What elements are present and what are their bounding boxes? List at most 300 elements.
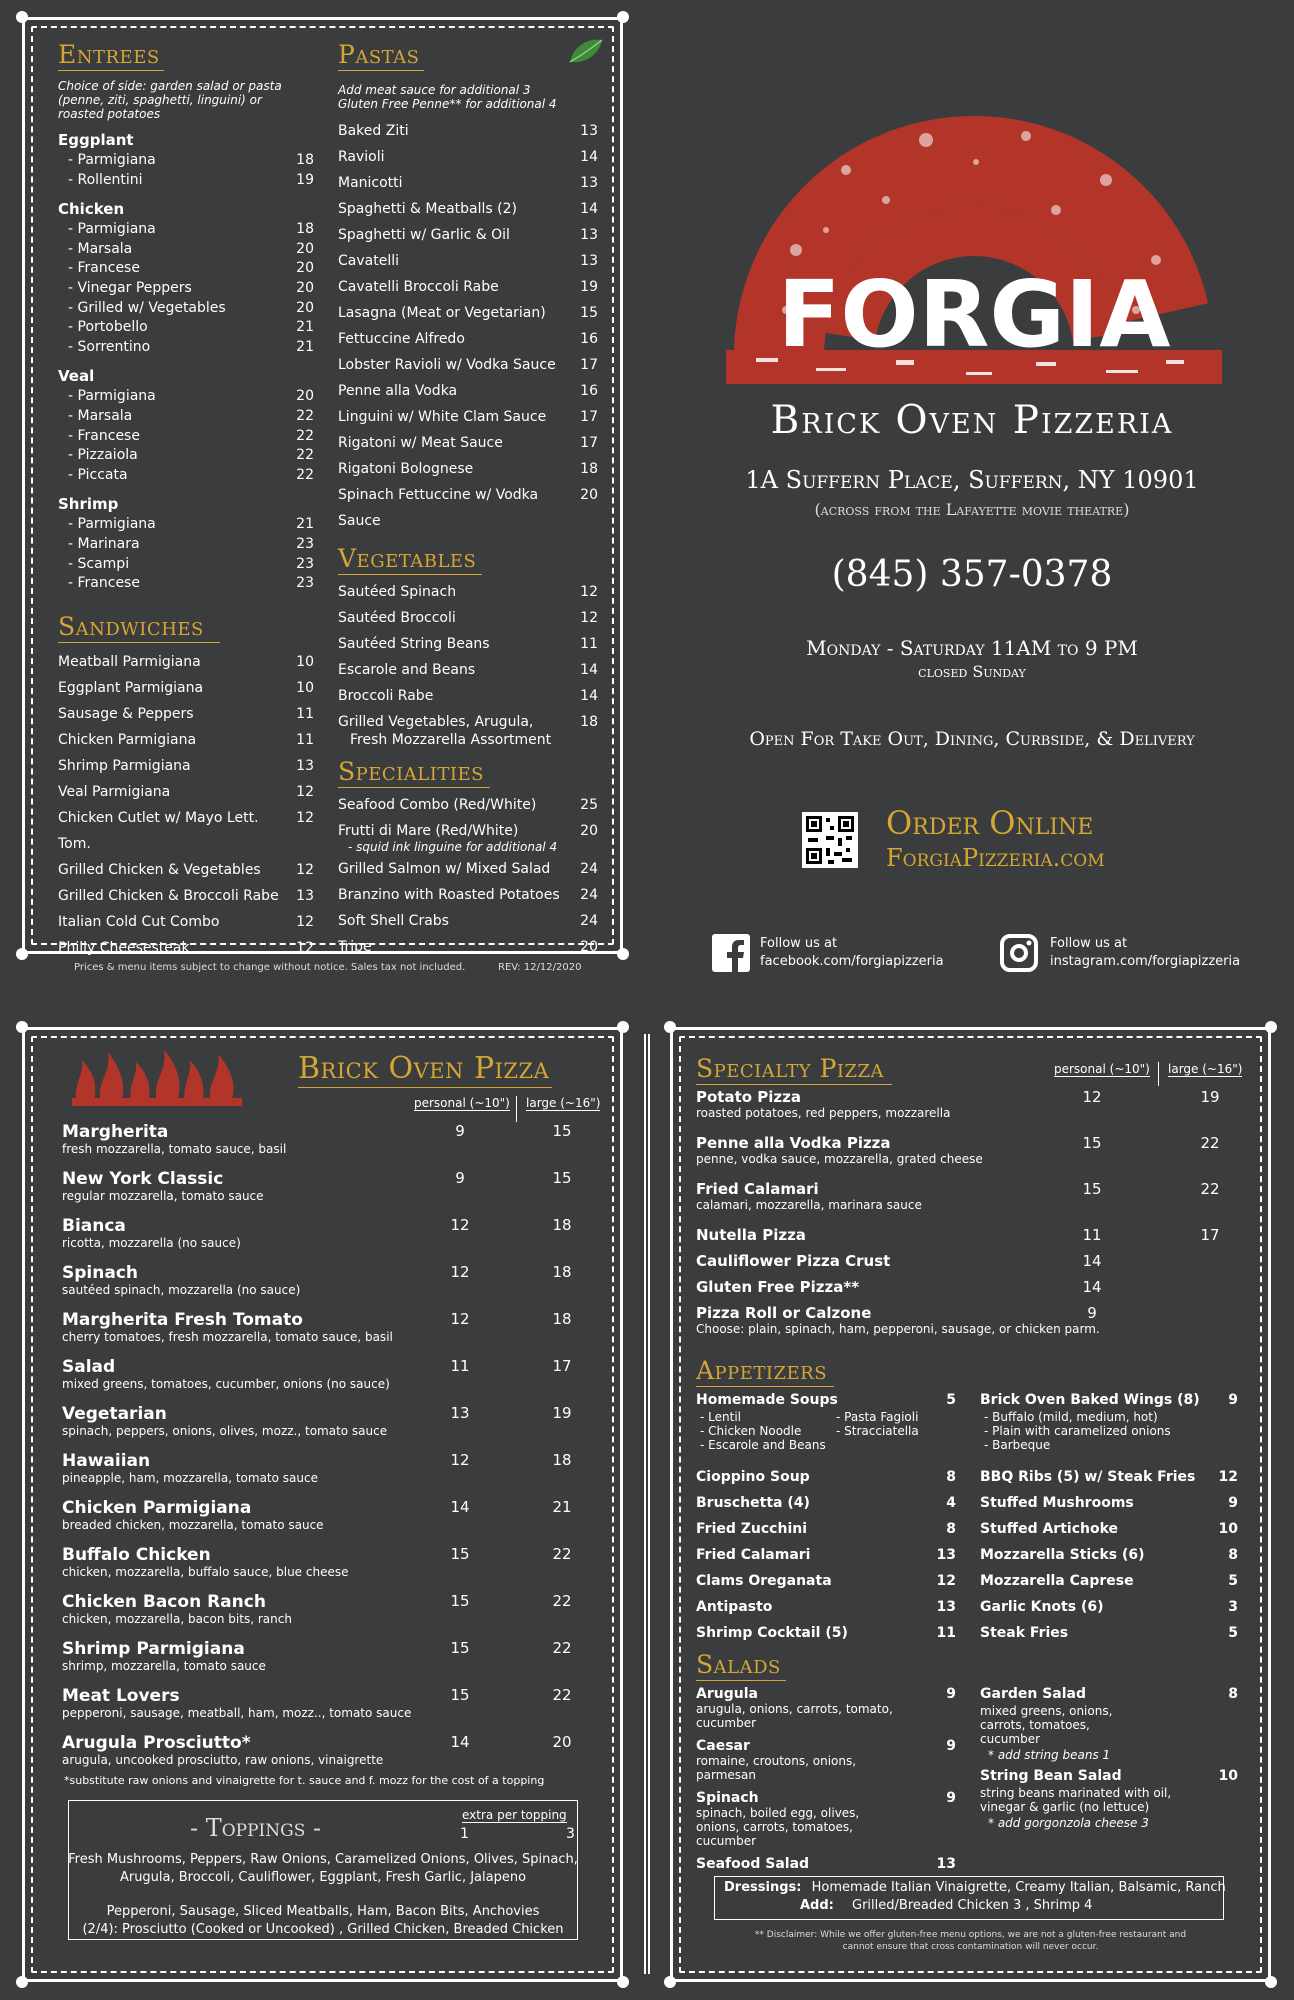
corner-dot xyxy=(16,1021,28,1033)
menu-item-name: - Parmigiana xyxy=(68,388,156,405)
menu-item-price: 23 xyxy=(296,575,314,592)
vegetable-item xyxy=(338,579,598,605)
pizza-price-large: 17 xyxy=(552,1357,572,1375)
panel-divider xyxy=(644,1034,650,1974)
menu-item-price: 17 xyxy=(580,435,598,451)
specialty-title: Specialty Pizza xyxy=(696,1056,892,1085)
phone-number[interactable]: (845) 357-0378 xyxy=(831,554,1113,595)
pizza-item xyxy=(62,1498,602,1532)
pasta-item xyxy=(338,196,598,222)
entree-item xyxy=(58,171,314,191)
menu-item-name: Philly Cheesesteak xyxy=(58,939,190,956)
speciality-item xyxy=(338,792,598,818)
price-disclaimer: Prices & menu items subject to change without notice. Sales tax not included. xyxy=(74,962,466,973)
pizza-price-large: 15 xyxy=(552,1122,572,1140)
menu-item-name: Escarole and Beans xyxy=(338,662,476,678)
menu-item-name: Spaghetti w/ Garlic & Oil xyxy=(338,227,510,243)
menu-item-price: 14 xyxy=(580,201,598,217)
toppings-line-4: (2/4): Prosciutto (Cooked or Uncooked) , Grilled Chicken, Breaded Chicken xyxy=(82,1922,564,1937)
toppings-line-3: Pepperoni, Sausage, Sliced Meatballs, Ham, Bacon Bits, Anchovies xyxy=(106,1904,540,1919)
specialities-list-2 xyxy=(338,856,598,960)
facebook-icon[interactable] xyxy=(712,934,750,972)
menu-item-name: Mozzarella Caprese xyxy=(980,1573,1134,1589)
pizza-name: Arugula Prosciutto* xyxy=(62,1733,251,1753)
flames-icon xyxy=(72,1046,252,1106)
menu-item-name: - Scampi xyxy=(68,555,130,572)
menu-item-price: 14 xyxy=(580,662,598,678)
menu-item-price: 24 xyxy=(580,913,598,929)
menu-item-price: 5 xyxy=(1228,1625,1238,1641)
soups-name: Homemade Soups xyxy=(696,1392,838,1408)
salad-header xyxy=(696,1686,956,1702)
string-bean-salad-price: 10 xyxy=(1218,1768,1238,1784)
pasta-item xyxy=(338,274,598,300)
pizza-desc: pineapple, ham, mozzarella, tomato sauce xyxy=(62,1471,318,1485)
menu-item-price: 12 xyxy=(296,939,314,956)
salad-header xyxy=(696,1738,956,1754)
pizza-desc: cherry tomatoes, fresh mozzarella, tomato sauce, basil xyxy=(62,1330,393,1344)
specialities-note: - squid ink linguine for additional 4 xyxy=(348,840,558,854)
hours: Monday - Saturday 11AM to 9 PM xyxy=(806,636,1138,660)
menu-item-name: Baked Ziti xyxy=(338,123,409,139)
salad-desc: spinach, boiled egg, olives, onions, carrots, tomatoes, cucumber xyxy=(696,1806,860,1848)
corner-dot xyxy=(1265,1021,1277,1033)
gluten-disclaimer-2: cannot ensure that cross contamination will never occur. xyxy=(842,1942,1099,1952)
pasta-item xyxy=(338,378,598,404)
vegetables-assortment-name-1: Grilled Vegetables, Arugula, xyxy=(338,714,534,730)
garden-salad-add: * add string beans 1 xyxy=(988,1748,1111,1762)
menu-item-name: - Parmigiana xyxy=(68,152,156,168)
salad-header xyxy=(696,1790,956,1806)
salad-item xyxy=(696,1738,956,1782)
menu-item-price: 24 xyxy=(580,887,598,903)
menu-item-price: 4 xyxy=(946,1495,956,1511)
salad-price: 13 xyxy=(936,1856,956,1872)
pizza-price-personal: 14 xyxy=(450,1733,470,1751)
salad-item xyxy=(696,1790,956,1848)
entree-group-name: Shrimp xyxy=(58,495,119,514)
specialty-desc: Choose: plain, spinach, ham, pepperoni, sausage, or chicken parm. xyxy=(696,1322,1100,1336)
menu-item-price: 5 xyxy=(1228,1573,1238,1589)
menu-item-name: Garlic Knots (6) xyxy=(980,1599,1104,1615)
entree-group xyxy=(58,129,314,190)
specialty-item xyxy=(696,1134,1246,1166)
sandwich-item xyxy=(58,675,314,701)
pizza-price-personal: 13 xyxy=(450,1404,470,1422)
menu-item-price: 21 xyxy=(296,516,314,533)
entrees-note: Choice of side: garden salad or pasta (penne, ziti, spaghetti, linguini) or roasted potatoes xyxy=(58,79,282,121)
salad-item xyxy=(696,1686,956,1730)
specialty-item xyxy=(696,1252,1246,1270)
revision-date: REV: 12/12/2020 xyxy=(498,962,582,973)
pizza-item xyxy=(62,1451,602,1485)
pizza-name: Chicken Bacon Ranch xyxy=(62,1592,266,1612)
menu-item-name: Spaghetti & Meatballs (2) xyxy=(338,201,517,217)
soup-option: - Lentil xyxy=(700,1410,741,1424)
specialty-price-personal: 11 xyxy=(1082,1226,1102,1244)
specialty-desc: calamari, mozzarella, marinara sauce xyxy=(696,1198,922,1212)
toppings-line-1: Fresh Mushrooms, Peppers, Raw Onions, Caramelized Onions, Olives, Spinach, xyxy=(68,1852,578,1867)
brand-name: FORGIA xyxy=(777,261,1171,368)
pizza-item xyxy=(62,1122,602,1156)
pizza-item xyxy=(62,1733,602,1767)
pizza-price-large: 18 xyxy=(552,1310,572,1328)
specialty-price-personal: 9 xyxy=(1087,1304,1097,1322)
corner-dot xyxy=(16,948,28,960)
menu-item-name: Eggplant Parmigiana xyxy=(58,679,204,696)
pizza-item xyxy=(62,1169,602,1203)
salad-desc: arugula, onions, carrots, tomato, cucumber xyxy=(696,1702,893,1730)
order-online-label: Order Online xyxy=(886,804,1094,842)
menu-item-name: - Portobello xyxy=(68,319,148,336)
specialities-title: Specialities xyxy=(338,759,490,788)
menu-item-price: 13 xyxy=(580,227,598,243)
menu-item-price: 15 xyxy=(580,305,598,321)
corner-dot xyxy=(664,1976,676,1988)
entree-item xyxy=(58,555,314,575)
string-bean-salad-add: * add gorgonzola cheese 3 xyxy=(988,1816,1149,1830)
garden-salad-name: Garden Salad xyxy=(980,1686,1086,1702)
menu-item-name: - Grilled w/ Vegetables xyxy=(68,299,226,316)
pizza-price-personal: 12 xyxy=(450,1310,470,1328)
pizza-price-large: 21 xyxy=(552,1498,572,1516)
toppings-title: - Toppings - xyxy=(190,1814,322,1842)
appetizers-left-list xyxy=(696,1464,956,1646)
specialty-name: Cauliflower Pizza Crust xyxy=(696,1252,891,1270)
sandwich-item xyxy=(58,909,314,935)
salads-left-list xyxy=(696,1686,956,1872)
pizza-name: Chicken Parmigiana xyxy=(62,1498,252,1518)
facebook-url[interactable]: facebook.com/forgiapizzeria xyxy=(760,954,944,969)
pizza-price-large: 22 xyxy=(552,1545,572,1563)
salad-header xyxy=(696,1856,956,1872)
specialty-name: Gluten Free Pizza** xyxy=(696,1278,860,1296)
menu-item-name: Broccoli Rabe xyxy=(338,688,434,704)
pizza-desc: pepperoni, sausage, meatball, ham, mozz.., tomato sauce xyxy=(62,1706,412,1720)
sandwich-item xyxy=(58,883,314,909)
menu-item-name: Seafood Combo (Red/White) xyxy=(338,797,537,813)
salads-title: Salads xyxy=(696,1652,786,1681)
pasta-item xyxy=(338,144,598,170)
menu-item-price: 21 xyxy=(296,338,314,355)
menu-item-price: 22 xyxy=(296,447,314,464)
menu-item-price: 24 xyxy=(580,861,598,877)
vegetables-title: Vegetables xyxy=(338,546,482,575)
pizza-desc: sautéed spinach, mozzarella (no sauce) xyxy=(62,1283,301,1297)
menu-item-price: 13 xyxy=(580,123,598,139)
menu-item-name: Bruschetta (4) xyxy=(696,1495,810,1511)
pizza-price-personal: 9 xyxy=(455,1169,465,1187)
add-line xyxy=(800,1898,1092,1913)
pasta-item xyxy=(338,456,598,482)
pizza-item xyxy=(62,1357,602,1391)
brand-panel xyxy=(650,0,1294,990)
specialty-price-large: 17 xyxy=(1200,1226,1220,1244)
pastas-column xyxy=(338,42,598,960)
pizza-name: Bianca xyxy=(62,1216,126,1236)
address: 1A Suffern Place, Suffern, NY 10901 xyxy=(745,466,1199,494)
menu-item-name: - Pizzaiola xyxy=(68,447,138,464)
corner-dot xyxy=(617,11,629,23)
entree-group-name: Veal xyxy=(58,367,95,386)
pizza-item xyxy=(62,1686,602,1720)
speciality-item xyxy=(338,934,598,960)
menu-item-price: 3 xyxy=(1228,1599,1238,1615)
menu-item-price: 20 xyxy=(296,260,314,277)
pizza-desc: regular mozzarella, tomato sauce xyxy=(62,1189,264,1203)
instagram-icon[interactable] xyxy=(1000,934,1038,972)
menu-item-price: 20 xyxy=(580,823,598,839)
menu-item-price: 22 xyxy=(296,407,314,424)
dressings-list: Homemade Italian Vinaigrette, Creamy Italian, Balsamic, Ranch xyxy=(811,1880,1226,1895)
soups-price: 5 xyxy=(946,1392,956,1408)
appetizer-item xyxy=(696,1542,956,1568)
menu-item-name: Manicotti xyxy=(338,175,403,191)
menu-item-price: 18 xyxy=(296,152,314,168)
menu-item-name: Frutti di Mare (Red/White) xyxy=(338,823,519,839)
menu-item-price: 13 xyxy=(296,887,314,904)
facebook-follow-label: Follow us at xyxy=(760,936,838,951)
specialty-list xyxy=(696,1088,1246,1348)
brick-oven-logo xyxy=(726,110,1222,400)
vegetables-assortment-price: 18 xyxy=(580,714,598,730)
speciality-item xyxy=(338,882,598,908)
menu-item-price: 20 xyxy=(296,388,314,405)
pizza-price-personal: 15 xyxy=(450,1545,470,1563)
menu-item-price: 18 xyxy=(296,221,314,238)
pizza-name: Margherita Fresh Tomato xyxy=(62,1310,303,1330)
sandwich-item xyxy=(58,779,314,805)
menu-item-price: 20 xyxy=(296,279,314,296)
menu-item-name: - Parmigiana xyxy=(68,516,156,533)
sandwich-item xyxy=(58,727,314,753)
menu-item-name: - Francese xyxy=(68,260,140,277)
menu-item-name: Shrimp Cocktail (5) xyxy=(696,1625,848,1641)
menu-item-name: Cavatelli xyxy=(338,253,399,269)
menu-item-name: Grilled Salmon w/ Mixed Salad xyxy=(338,861,551,877)
pizza-price-personal: 11 xyxy=(450,1357,470,1375)
corner-dot xyxy=(1265,1976,1277,1988)
pastas-title: Pastas xyxy=(338,42,424,71)
pizza-item xyxy=(62,1592,602,1626)
menu-item-name: - Parmigiana xyxy=(68,221,156,238)
pizza-desc: breaded chicken, mozzarella, tomato sauce xyxy=(62,1518,324,1532)
soup-option: - Pasta Fagioli xyxy=(836,1410,919,1424)
menu-item-price: 25 xyxy=(580,797,598,813)
menu-item-name: - Rollentini xyxy=(68,171,143,188)
pizza-name: Shrimp Parmigiana xyxy=(62,1639,245,1659)
toppings-price-large: 3 xyxy=(566,1826,575,1842)
toppings-price-personal: 1 xyxy=(460,1826,469,1842)
sandwich-item xyxy=(58,805,314,857)
menu-item-name: Cioppino Soup xyxy=(696,1469,810,1485)
pizza-price-large: 19 xyxy=(552,1404,572,1422)
pizza-price-personal: 12 xyxy=(450,1451,470,1469)
garden-salad-desc: mixed greens, onions, carrots, tomatoes, cucumber xyxy=(980,1704,1113,1746)
menu-item-price: 13 xyxy=(296,757,314,774)
corner-dot xyxy=(617,1976,629,1988)
corner-dot xyxy=(617,948,629,960)
soup-option: - Chicken Noodle xyxy=(700,1424,802,1438)
entree-item xyxy=(58,279,314,299)
corner-dot xyxy=(664,1021,676,1033)
qr-code-icon[interactable] xyxy=(802,812,858,868)
specialty-col-divider xyxy=(1158,1062,1159,1086)
pizza-name: New York Classic xyxy=(62,1169,224,1189)
menu-item-name: Branzino with Roasted Potatoes xyxy=(338,887,560,903)
specialty-price-personal: 14 xyxy=(1082,1252,1102,1270)
gluten-disclaimer-1: ** Disclaimer: While we offer gluten-free menu options, we are not a gluten-free restaurant and xyxy=(754,1930,1187,1940)
entree-item xyxy=(58,574,314,594)
dressings-line xyxy=(724,1880,1226,1895)
menu-item-name: Meatball Parmigiana xyxy=(58,653,201,670)
menu-item-name: Sautéed Broccoli xyxy=(338,610,456,626)
garden-salad-price: 8 xyxy=(1228,1686,1238,1702)
corner-dot xyxy=(617,1021,629,1033)
menu-item-price: 18 xyxy=(580,461,598,477)
logo-texture-dot xyxy=(919,133,933,147)
specialty-price-personal: 15 xyxy=(1082,1134,1102,1152)
entrees-column xyxy=(58,42,314,961)
menu-item-price: 19 xyxy=(296,171,314,188)
pizza-price-personal: 12 xyxy=(450,1263,470,1281)
vegetables-assortment-name-2: Fresh Mozzarella Assortment xyxy=(350,732,552,748)
menu-item-price: 22 xyxy=(296,427,314,444)
menu-item-name: Veal Parmigiana xyxy=(58,783,171,800)
pizza-price-personal: 12 xyxy=(450,1216,470,1234)
instagram-url[interactable]: instagram.com/forgiapizzeria xyxy=(1050,954,1241,969)
appetizer-item xyxy=(696,1516,956,1542)
entree-item xyxy=(58,407,314,427)
menu-item-name: - Marsala xyxy=(68,407,133,424)
appetizer-item xyxy=(696,1594,956,1620)
menu-item-name: Grilled Chicken & Vegetables xyxy=(58,861,261,878)
menu-item-price: 17 xyxy=(580,357,598,373)
pizza-item xyxy=(62,1263,602,1297)
menu-item-name: Fettuccine Alfredo xyxy=(338,331,465,347)
pizza-col-personal: personal (~10") xyxy=(414,1096,510,1110)
pasta-item xyxy=(338,430,598,456)
string-bean-salad-name: String Bean Salad xyxy=(980,1768,1122,1784)
menu-item-name: - Piccata xyxy=(68,466,128,483)
string-bean-salad xyxy=(980,1768,1238,1830)
logo-texture-dot xyxy=(1100,174,1112,186)
menu-item-price: 16 xyxy=(580,383,598,399)
menu-item-name: Grilled Chicken & Broccoli Rabe xyxy=(58,887,279,904)
menu-item-price: 23 xyxy=(296,555,314,572)
menu-item-price: 12 xyxy=(296,913,314,930)
string-bean-salad-desc: string beans marinated with oil, vinegar & garlic (no lettuce) xyxy=(980,1786,1172,1814)
menu-item-price: 9 xyxy=(1228,1495,1238,1511)
menu-item-name: Sautéed String Beans xyxy=(338,636,490,652)
menu-item-name: Chicken Cutlet w/ Mayo Lett. Tom. xyxy=(58,809,259,852)
logo-texture-dot xyxy=(790,244,802,256)
menu-item-name: Spinach Fettuccine w/ Vodka Sauce xyxy=(338,487,539,529)
pizza-item xyxy=(62,1639,602,1673)
specialty-item xyxy=(696,1304,1246,1336)
appetizer-item xyxy=(980,1568,1238,1594)
pizza-list xyxy=(62,1122,602,1782)
entree-item xyxy=(58,318,314,338)
pizza-name: Meat Lovers xyxy=(62,1686,180,1706)
pasta-item xyxy=(338,482,598,534)
menu-item-price: 21 xyxy=(296,319,314,336)
specialty-item xyxy=(696,1278,1246,1296)
entree-item xyxy=(58,220,314,240)
appetizers-title: Appetizers xyxy=(696,1358,834,1387)
menu-item-price: 8 xyxy=(1228,1547,1238,1563)
soups-options-a xyxy=(700,1410,826,1452)
website-link[interactable]: ForgiaPizzeria.com xyxy=(886,844,1105,872)
menu-item-price: 12 xyxy=(296,809,314,826)
sandwich-item xyxy=(58,857,314,883)
toppings-extra-label: extra per topping xyxy=(462,1808,567,1822)
pizza-price-large: 18 xyxy=(552,1451,572,1469)
sandwich-item xyxy=(58,935,314,961)
appetizer-item xyxy=(696,1568,956,1594)
appetizer-item xyxy=(696,1490,956,1516)
entree-item xyxy=(58,151,314,171)
menu-item-price: 14 xyxy=(580,149,598,165)
pizza-desc: fresh mozzarella, tomato sauce, basil xyxy=(62,1142,287,1156)
pizza-name: Margherita xyxy=(62,1122,169,1142)
pasta-item xyxy=(338,118,598,144)
specialty-name: Penne alla Vodka Pizza xyxy=(696,1134,891,1152)
pasta-item xyxy=(338,326,598,352)
menu-item-name: Chicken Parmigiana xyxy=(58,731,197,748)
appetizers-right-list xyxy=(980,1464,1238,1646)
entree-item xyxy=(58,299,314,319)
sandwiches-title: Sandwiches xyxy=(58,614,220,643)
specialty-item xyxy=(696,1180,1246,1212)
specialty-name: Potato Pizza xyxy=(696,1088,802,1106)
soups-options-b xyxy=(836,1410,919,1438)
menu-item-price: 14 xyxy=(580,688,598,704)
menu-item-name: - Marsala xyxy=(68,240,133,257)
menu-item-price: 13 xyxy=(580,175,598,191)
menu-item-price: 12 xyxy=(1218,1469,1238,1485)
pizza-price-large: 18 xyxy=(552,1263,572,1281)
soup-option: - Escarole and Beans xyxy=(700,1438,826,1452)
pizza-price-large: 20 xyxy=(552,1733,572,1751)
instagram-follow-label: Follow us at xyxy=(1050,936,1128,951)
salad-name: Caesar xyxy=(696,1738,750,1754)
pizza-item xyxy=(62,1404,602,1438)
wings-row xyxy=(980,1392,1238,1408)
appetizer-item xyxy=(980,1490,1238,1516)
entree-item xyxy=(58,466,314,486)
logo-texture-dot xyxy=(882,196,890,204)
pizza-item xyxy=(62,1545,602,1579)
speciality-item xyxy=(338,908,598,934)
menu-item-name: Italian Cold Cut Combo xyxy=(58,913,220,930)
menu-item-price: 11 xyxy=(580,636,598,652)
menu-item-price: 13 xyxy=(936,1599,956,1615)
menu-item-name: Fried Zucchini xyxy=(696,1521,808,1537)
specialty-desc: roasted potatoes, red peppers, mozzarella xyxy=(696,1106,951,1120)
pasta-item xyxy=(338,404,598,430)
menu-item-name: Antipasto xyxy=(696,1599,773,1615)
entrees-title: Entrees xyxy=(58,42,164,71)
menu-item-price: 11 xyxy=(936,1625,956,1641)
menu-item-price: 17 xyxy=(580,409,598,425)
pizza-price-large: 22 xyxy=(552,1592,572,1610)
menu-item-price: 10 xyxy=(296,679,314,696)
menu-item-price: 23 xyxy=(296,535,314,552)
specialities-list xyxy=(338,792,598,844)
entree-group xyxy=(58,493,314,593)
menu-item-price: 16 xyxy=(580,331,598,347)
